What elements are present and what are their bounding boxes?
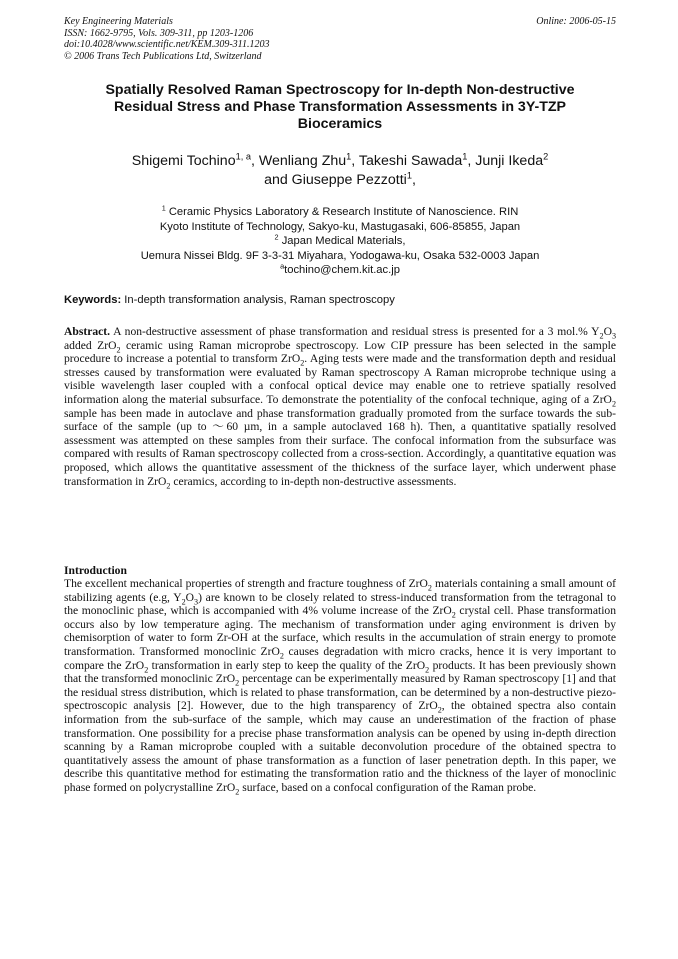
affil-marker: 2	[274, 232, 279, 242]
intro-text: O	[185, 590, 195, 604]
intro-text: causes degradation with micro cracks, hence it is very important to compare the ZrO	[64, 644, 616, 672]
author-name: , Takeshi Sawada	[351, 153, 463, 169]
author-punct: ,	[411, 172, 416, 188]
subscript: 2	[427, 583, 432, 593]
abstract	[64, 325, 616, 488]
section-heading: Introduction	[64, 564, 127, 577]
author-line	[64, 171, 616, 190]
abstract-text: ceramics, according to in-depth non-destructive assessments.	[170, 474, 457, 488]
title-line: Spatially Resolved Raman Spectroscopy for In-depth Non-destructive	[105, 82, 575, 98]
issn-line: ISSN: 1662-9795, Vols. 309-311, pp 1203-1206	[64, 27, 254, 39]
author-line	[64, 152, 616, 171]
subscript: 3	[194, 596, 199, 606]
affil-marker: a	[280, 261, 285, 271]
keywords-label: Keywords:	[64, 294, 122, 306]
journal-header	[64, 16, 616, 62]
intro-text: The excellent mechanical properties of strength and fracture toughness of ZrO	[64, 577, 428, 590]
paper-title	[64, 82, 616, 133]
online-date: Online: 2006-05-15	[536, 16, 616, 27]
author-name: and Giuseppe Pezzotti	[264, 172, 407, 188]
affil-text: Ceramic Physics Laboratory & Research Institute of Nanoscience. RIN	[165, 206, 519, 218]
author-name: Shigemi Tochino	[131, 153, 236, 169]
email-address: tochino@chem.kit.ac.jp	[284, 264, 400, 276]
affil-line: Kyoto Institute of Technology, Sakyo-ku, Mastugasaki, 606-85855, Japan	[159, 220, 521, 233]
abstract-text: added ZrO	[64, 338, 117, 352]
email-line	[64, 263, 616, 278]
intro-text: products. It has been previously shown that the transformed monoclinic ZrO	[64, 658, 617, 686]
author-name: , Wenliang Zhu	[250, 153, 347, 169]
abstract-label: Abstract.	[64, 325, 111, 338]
affil-marker: 1	[406, 170, 412, 181]
introduction	[64, 577, 616, 795]
abstract-text: O	[603, 325, 612, 338]
subscript: 2	[235, 678, 240, 688]
subscript: 2	[166, 480, 171, 490]
intro-paragraph	[64, 577, 616, 795]
affil-marker: 1	[346, 151, 352, 162]
doi-line: doi:10.4028/www.scientific.net/KEM.309-311.1203	[64, 39, 270, 50]
affil-marker: 1, a	[235, 151, 251, 162]
affil-marker: 1	[462, 151, 468, 162]
title-line: Residual Stress and Phase Transformation Assessments in 3Y-TZP	[113, 99, 567, 115]
subscript: 3	[611, 331, 616, 341]
subscript: 2	[116, 344, 121, 354]
subscript: 2	[451, 610, 456, 620]
affil-text: Japan Medical Materials,	[278, 235, 406, 247]
author-name: , Junji Ikeda	[467, 153, 544, 169]
keywords-text: In-depth transformation analysis, Raman spectroscopy	[121, 294, 395, 306]
subscript: 2	[300, 358, 305, 368]
subscript: 2	[437, 705, 442, 715]
affiliations	[64, 205, 616, 278]
abstract-text: . Aging tests were made and the transformation depth and residual stresses caused by transformation were evaluated by Raman spectroscopy A Raman microprobe technique using a visible wavelength laser coupled with a confocal optical device may enable one to retrieve spatially resolved information along the material subsurface. To demonstrate the potentiality of the confocal technique, aging of a ZrO	[64, 352, 617, 406]
intro-text: transformation in early step to keep the quality of the ZrO	[148, 658, 426, 672]
intro-text: , the obtained spectra also contain information from the sub-surface of the sample, which may cause an underestimation of the fraction of phase transformation. One possibility for a precise phase transformation analysis can be opened by using in-depth direction scanning by a Raman microprobe coupled with a suitable deconvolution procedure of the obtained spectra to quantitatively assess the amount of phase transformation as a function of laser penetration depth. In this paper, we describe this quantitative method for estimating the transformation ratio and the thickness of the layer of monoclinic phase formed on polycrystalline ZrO	[64, 699, 616, 794]
abstract-paragraph	[64, 325, 616, 488]
intro-text: materials containing a small amount of stabilizing agents (e.g, Y	[64, 577, 616, 604]
intro-text: ) are known to be closely related to stress-induced transformation from the tetragonal to the monoclinic phase, which is accompanied with 4% volume increase of the ZrO	[64, 590, 616, 618]
copyright-line: © 2006 Trans Tech Publications Ltd, Switzerland	[64, 50, 262, 62]
subscript: 2	[425, 664, 430, 674]
subscript: 2	[144, 664, 149, 674]
subscript: 2	[599, 331, 604, 341]
abstract-text: sample has been made in autoclave and phase transformation gradually promoted from the surface towards the sub-surface of the sample (up to ～60 µm, in a sample autoclaved 168 h). Then, a quantitative spatially resolved assessment was attempted on these samples from their surface. The confocal information from the subsurface was compared with results of Raman spectroscopy collected from a cross-section. Accordingly, a quantitative equation was proposed, which allows the quantitative assessment of the thickness of the surface layer, which underwent phase transformation in ZrO	[64, 406, 616, 488]
intro-text: surface, based on a confocal configuration of the Raman probe.	[239, 780, 537, 794]
subscript: 2	[279, 651, 284, 661]
keywords	[64, 293, 616, 307]
abstract-text: ceramic using Raman microprobe spectroscopy. Low CIP pressure has been selected in the sample procedure to increase a potential to transform ZrO	[64, 338, 616, 366]
affil-line	[64, 234, 616, 249]
abstract-text: A non-destructive assessment of phase transformation and residual stress is presented for a 3 mol.% Y	[110, 325, 600, 338]
subscript: 2	[181, 596, 186, 606]
author-list	[64, 152, 616, 190]
affil-marker: 1	[161, 203, 166, 213]
title-line: Bioceramics	[297, 116, 383, 132]
subscript: 2	[611, 399, 616, 409]
affil-line: Uemura Nissei Bldg. 9F 3-3-31 Miyahara, Yodogawa-ku, Osaka 532-0003 Japan	[140, 249, 540, 262]
affil-line	[64, 205, 616, 220]
affil-marker: 2	[543, 151, 549, 162]
subscript: 2	[235, 787, 240, 797]
journal-name: Key Engineering Materials	[64, 16, 173, 27]
intro-text: crystal cell. Phase transformation occurs also by low temperature aging. The mechanism of transformation under aging environment is driven by chemisorption of water to form Zr-OH at the surface, which results in the accumulation of strain energy to promote transformation. Transformed monoclinic ZrO	[64, 604, 617, 658]
intro-text: percentage can be experimentally measured by Raman spectroscopy [1] and that the residual stress distribution, which is related to phase transformation, can be determined by a non-destructive piezo-spectroscopic analysis [2]. However, due to the high transparency of ZrO	[64, 672, 616, 713]
